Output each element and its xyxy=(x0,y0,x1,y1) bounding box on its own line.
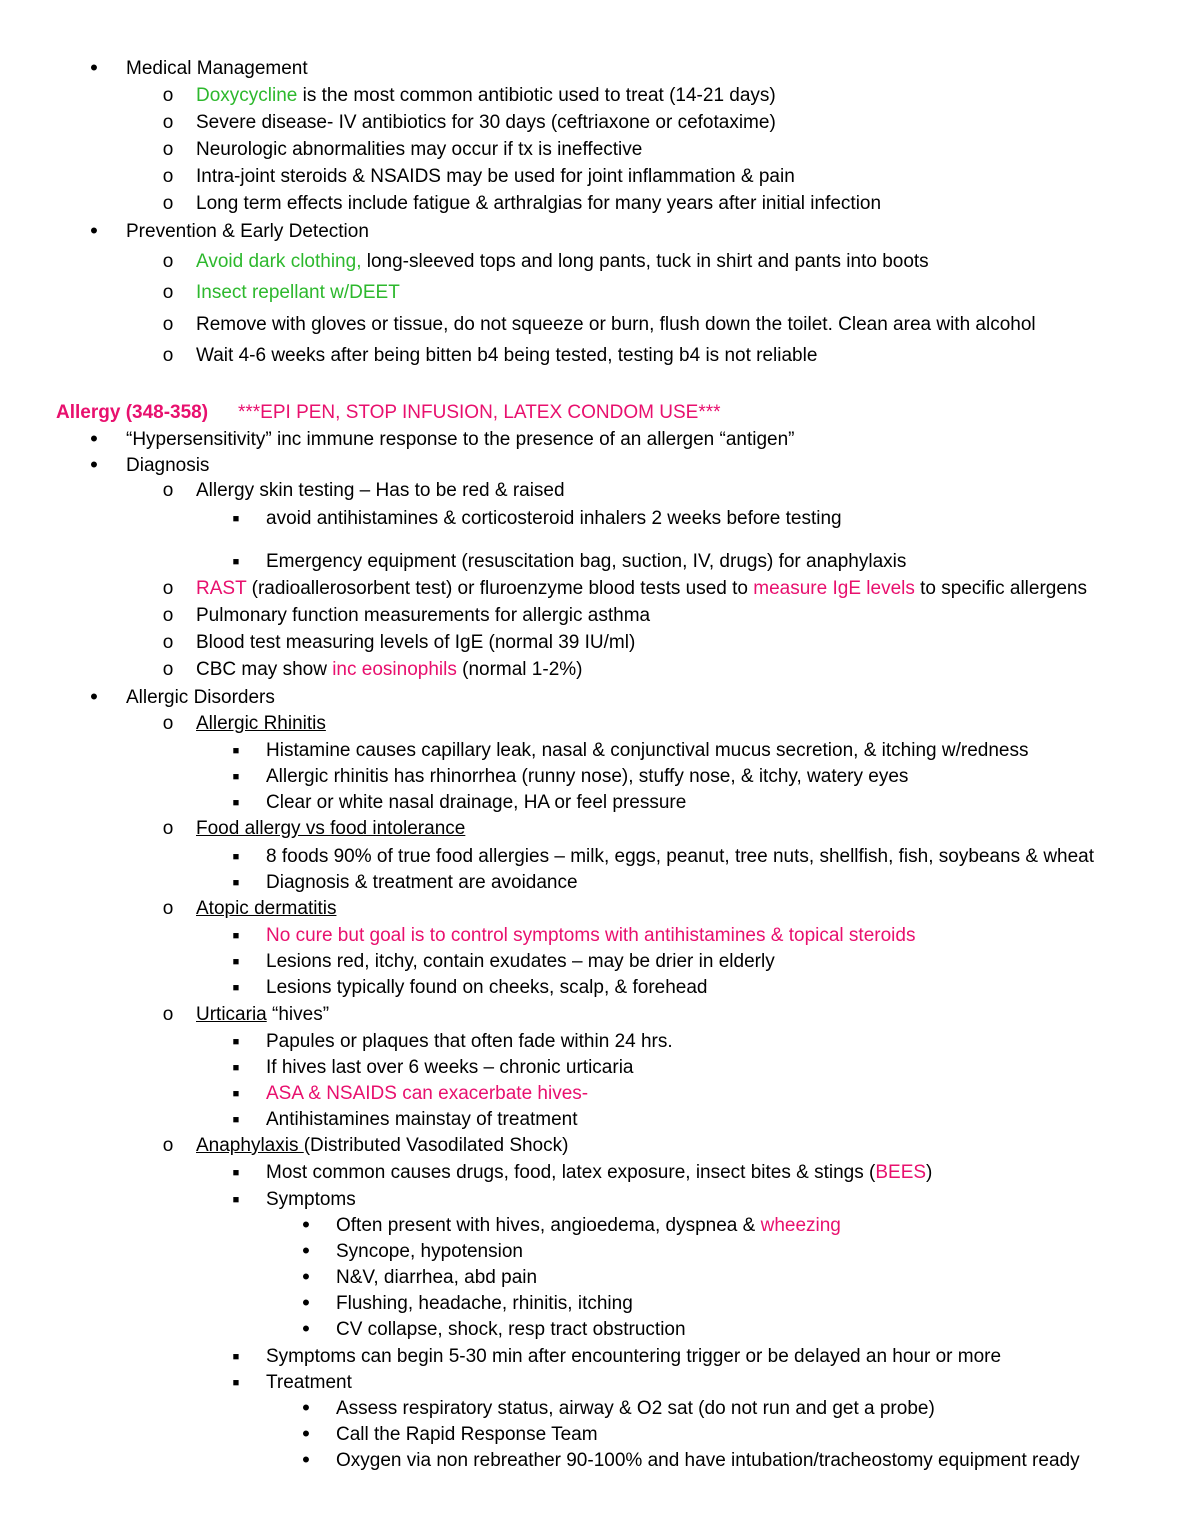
bullet-o: o xyxy=(162,282,174,303)
bullet-square: ■ xyxy=(232,851,240,863)
list-item: Often present with hives, angioedema, dyspnea & wheezing xyxy=(336,1215,841,1236)
bullet-disc: • xyxy=(90,684,98,709)
list-item: Diagnosis & treatment are avoidance xyxy=(266,872,578,893)
bullet-disc: • xyxy=(302,1421,310,1446)
list-item: avoid antihistamines & corticosteroid inhalers 2 weeks before testing xyxy=(266,508,842,529)
list-item: Neurologic abnormalities may occur if tx is ineffective xyxy=(196,139,643,160)
bullet-o: o xyxy=(162,659,174,680)
list-item: No cure but goal is to control symptoms with antihistamines & topical steroids xyxy=(266,925,916,946)
allergy-heading: Allergy (348-358) xyxy=(56,402,209,423)
prevention-heading: Prevention & Early Detection xyxy=(126,221,369,242)
allergic-disorders-heading: Allergic Disorders xyxy=(126,687,275,708)
bullet-square: ■ xyxy=(232,797,240,809)
bullet-disc: • xyxy=(302,1395,310,1420)
list-item: Lesions typically found on cheeks, scalp, & forehead xyxy=(266,977,708,998)
list-item: Pulmonary function measurements for allergic asthma xyxy=(196,605,651,626)
list-item: Allergy skin testing – Has to be red & raised xyxy=(196,480,565,501)
bullet-square: ■ xyxy=(232,877,240,889)
list-item: Insect repellant w/DEET xyxy=(196,282,400,303)
list-item: CBC may show inc eosinophils (normal 1-2%) xyxy=(196,659,583,680)
bullet-o: o xyxy=(162,713,174,734)
bullet-disc: • xyxy=(90,218,98,243)
list-item: Antihistamines mainstay of treatment xyxy=(266,1109,578,1130)
bullet-disc: • xyxy=(302,1316,310,1341)
bullet-square: ■ xyxy=(232,513,240,525)
list-item: Oxygen via non rebreather 90-100% and have intubation/tracheostomy equipment ready xyxy=(336,1450,1080,1471)
list-item: Avoid dark clothing, long-sleeved tops and long pants, tuck in shirt and pants into boots xyxy=(196,251,929,272)
allergy-alert: ***EPI PEN, STOP INFUSION, LATEX CONDOM USE*** xyxy=(238,402,721,423)
bullet-o: o xyxy=(162,314,174,335)
list-item: Lesions red, itchy, contain exudates – may be drier in elderly xyxy=(266,951,775,972)
list-item: “Hypersensitivity” inc immune response to the presence of an allergen “antigen” xyxy=(126,429,795,450)
list-item: If hives last over 6 weeks – chronic urticaria xyxy=(266,1057,634,1078)
list-item: Clear or white nasal drainage, HA or feel pressure xyxy=(266,792,687,813)
bullet-o: o xyxy=(162,605,174,626)
list-item: Flushing, headache, rhinitis, itching xyxy=(336,1293,633,1314)
bullet-o: o xyxy=(162,85,174,106)
list-item: Remove with gloves or tissue, do not squeeze or burn, flush down the toilet. Clean area with alcohol xyxy=(196,314,1036,335)
bullet-o: o xyxy=(162,818,174,839)
bullet-square: ■ xyxy=(232,745,240,757)
list-item: RAST (radioallerosorbent test) or fluroenzyme blood tests used to measure IgE levels to specific allergens xyxy=(196,578,1088,599)
bullet-o: o xyxy=(162,578,174,599)
list-item: Assess respiratory status, airway & O2 sat (do not run and get a probe) xyxy=(336,1398,935,1419)
bullet-o: o xyxy=(162,1004,174,1025)
list-item: Call the Rapid Response Team xyxy=(336,1424,598,1445)
allergic-rhinitis-title: Allergic Rhinitis xyxy=(196,713,326,734)
list-item: Emergency equipment (resuscitation bag, suction, IV, drugs) for anaphylaxis xyxy=(266,551,907,572)
bullet-disc: • xyxy=(90,452,98,477)
medical-management-heading: Medical Management xyxy=(126,58,308,79)
list-item: ASA & NSAIDS can exacerbate hives- xyxy=(266,1083,589,1104)
anaphylaxis-title: Anaphylaxis (Distributed Vasodilated Shock) xyxy=(196,1135,569,1156)
list-item: Intra-joint steroids & NSAIDS may be used for joint inflammation & pain xyxy=(196,166,795,187)
bullet-disc: • xyxy=(90,426,98,451)
list-item: Blood test measuring levels of IgE (normal 39 IU/ml) xyxy=(196,632,636,653)
atopic-dermatitis-title: Atopic dermatitis xyxy=(196,898,337,919)
bullet-square: ■ xyxy=(232,1351,240,1363)
list-item: Most common causes drugs, food, latex exposure, insect bites & stings (BEES) xyxy=(266,1162,933,1183)
food-allergy-title: Food allergy vs food intolerance xyxy=(196,818,466,839)
bullet-square: ■ xyxy=(232,1377,240,1389)
bullet-o: o xyxy=(162,345,174,366)
list-item: Doxycycline is the most common antibiotic used to treat (14-21 days) xyxy=(196,85,776,106)
bullet-square: ■ xyxy=(232,1062,240,1074)
bullet-square: ■ xyxy=(232,956,240,968)
bullet-square: ■ xyxy=(232,1194,240,1206)
symptoms-heading: Symptoms xyxy=(266,1189,356,1210)
bullet-o: o xyxy=(162,251,174,272)
list-item: Wait 4-6 weeks after being bitten b4 being tested, testing b4 is not reliable xyxy=(196,345,818,366)
list-item: CV collapse, shock, resp tract obstruction xyxy=(336,1319,686,1340)
bullet-o: o xyxy=(162,632,174,653)
bullet-disc: • xyxy=(90,55,98,80)
bullet-o: o xyxy=(162,1135,174,1156)
treatment-heading: Treatment xyxy=(266,1372,352,1393)
bullet-square: ■ xyxy=(232,1088,240,1100)
list-item: Long term effects include fatigue & arthralgias for many years after initial infection xyxy=(196,193,882,214)
bullet-disc: • xyxy=(302,1264,310,1289)
bullet-o: o xyxy=(162,139,174,160)
list-item: N&V, diarrhea, abd pain xyxy=(336,1267,538,1288)
bullet-o: o xyxy=(162,112,174,133)
bullet-disc: • xyxy=(302,1212,310,1237)
bullet-square: ■ xyxy=(232,771,240,783)
bullet-o: o xyxy=(162,166,174,187)
bullet-square: ■ xyxy=(232,930,240,942)
bullet-square: ■ xyxy=(232,1114,240,1126)
bullet-square: ■ xyxy=(232,1167,240,1179)
bullet-o: o xyxy=(162,193,174,214)
list-item: Symptoms can begin 5-30 min after encountering trigger or be delayed an hour or more xyxy=(266,1346,1002,1367)
list-item: Allergic rhinitis has rhinorrhea (runny nose), stuffy nose, & itchy, watery eyes xyxy=(266,766,909,787)
list-item: Severe disease- IV antibiotics for 30 days (ceftriaxone or cefotaxime) xyxy=(196,112,776,133)
list-item: Syncope, hypotension xyxy=(336,1241,523,1262)
urticaria-title: Urticaria “hives” xyxy=(196,1004,330,1025)
bullet-square: ■ xyxy=(232,556,240,568)
bullet-o: o xyxy=(162,480,174,501)
bullet-disc: • xyxy=(302,1290,310,1315)
bullet-o: o xyxy=(162,898,174,919)
list-item: Histamine causes capillary leak, nasal & conjunctival mucus secretion, & itching w/redness xyxy=(266,740,1029,761)
bullet-disc: • xyxy=(302,1447,310,1472)
bullet-square: ■ xyxy=(232,982,240,994)
bullet-disc: • xyxy=(302,1238,310,1263)
bullet-square: ■ xyxy=(232,1036,240,1048)
diagnosis-heading: Diagnosis xyxy=(126,455,210,476)
list-item: 8 foods 90% of true food allergies – milk, eggs, peanut, tree nuts, shellfish, fish, soybeans & wheat xyxy=(266,846,1095,867)
list-item: Papules or plaques that often fade within 24 hrs. xyxy=(266,1031,673,1052)
